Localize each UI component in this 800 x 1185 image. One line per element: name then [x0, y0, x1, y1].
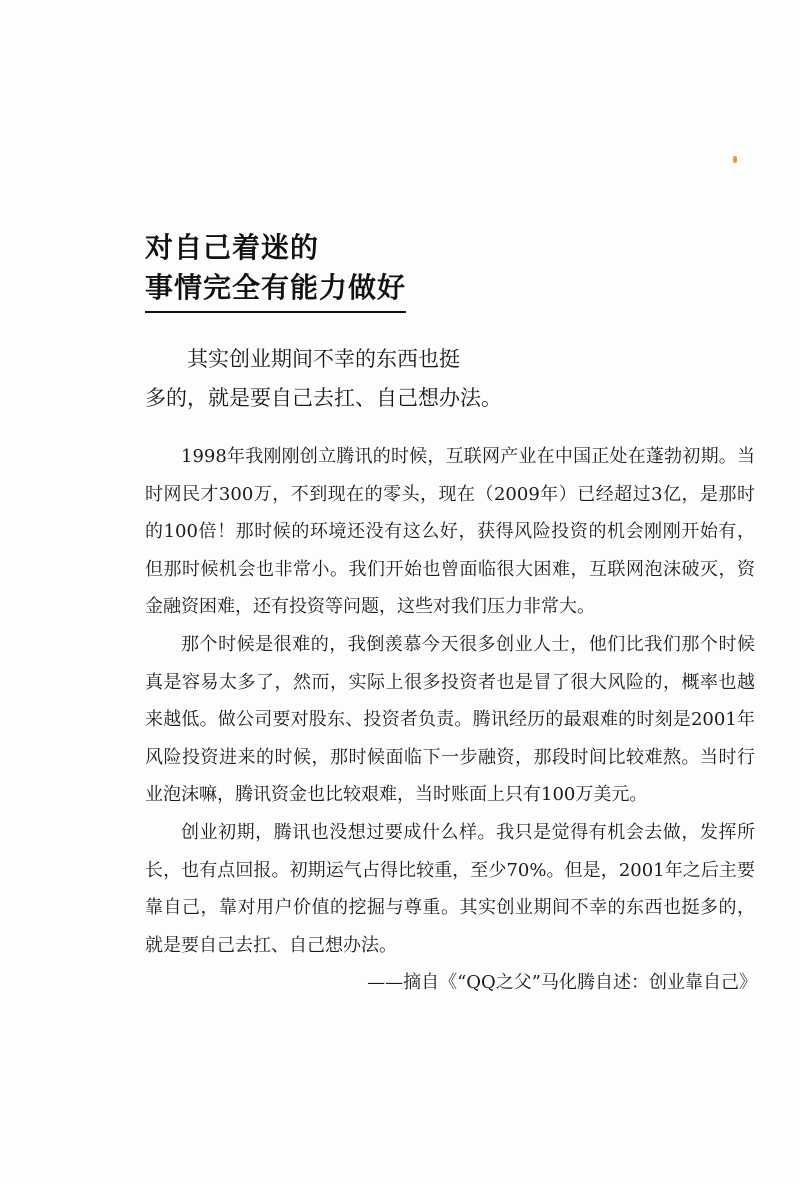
- page-title: [145, 228, 406, 313]
- pull-quote-line-2: 多的，就是要自己去扛、自己想办法。: [145, 386, 502, 410]
- body-text: [145, 438, 755, 1002]
- paragraph-3: 创业初期，腾讯也没想过要成什么样。我只是觉得有机会去做，发挥所长，也有点回报。初期运气占得比较重，至少70%。但是，2001年之后主要靠自己，靠对用户价值的挖掘与尊重。其实创业期间不幸的东西也挺多的，就是要自己去扛、自己想办法。: [145, 821, 755, 956]
- title-line-1: 对自己着迷的: [145, 231, 320, 264]
- pull-quote: [145, 340, 545, 418]
- pull-quote-line-1: 其实创业期间不幸的东西也挺: [187, 347, 460, 371]
- source-citation: ——摘自《“QQ之父”马化腾自述：创业靠自己》: [367, 972, 757, 994]
- paragraph-1: 1998年我刚刚创立腾讯的时候，互联网产业在中国正处在蓬勃初期。当时网民才300万，不到现在的零头，现在（2009年）已经超过3亿，是那时的100倍！那时候的环境还没有这么好，获得风险投资的机会刚刚开始有，但那时候机会也非常小。我们开始也曾面临很大困难，互联网泡沫破灭，资金融资困难，还有投资等问题，这些对我们压力非常大。: [145, 446, 755, 618]
- ink-dot: [733, 156, 737, 163]
- paragraph-2: 那个时候是很难的，我倒羡慕今天很多创业人士，他们比我们那个时候真是容易太多了，然而，实际上很多投资者也是冒了很大风险的，概率也越来越低。做公司要对股东、投资者负责。腾讯经历的最艰难的时刻是2001年风险投资进来的时候，那时候面临下一步融资，那段时间比较难熬。当时行业泡沫嘛，腾讯资金也比较艰难，当时账面上只有100万美元。: [145, 633, 755, 806]
- title-line-2: 事情完全有能力做好: [145, 268, 406, 313]
